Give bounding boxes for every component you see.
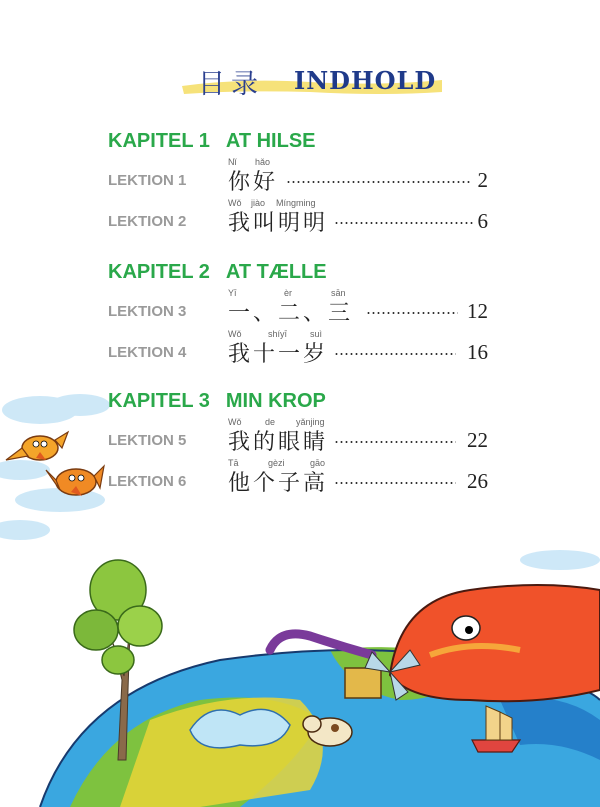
pinyin: jiào [251, 198, 266, 208]
lesson-label: LEKTION 2 [108, 213, 187, 230]
lesson-title-chinese: 一、二、三 [228, 301, 354, 326]
chapter-title: AT HILSE [225, 130, 316, 152]
chapter-label: KAPITEL 2 [108, 261, 210, 283]
lesson-label: LEKTION 1 [108, 172, 187, 189]
water-splash-icon [190, 709, 290, 747]
pinyin: Wǒ [228, 417, 242, 427]
chapter-heading [108, 261, 327, 284]
lesson-title-chinese: 我十一岁 [228, 342, 329, 367]
page-number: 12 [467, 299, 488, 323]
bird-icon [6, 432, 68, 460]
toc-entry[interactable] [108, 458, 488, 500]
pinyin: de [265, 417, 276, 427]
pinyin: èr [284, 288, 293, 298]
dot-leader [334, 353, 456, 355]
pinyin: Tā [228, 458, 239, 468]
dot-leader [366, 312, 458, 314]
chapter-label: KAPITEL 3 [108, 390, 210, 412]
toc-entry[interactable] [108, 417, 488, 459]
pinyin: Nǐ [228, 157, 237, 167]
title-chinese: 目录 [198, 69, 264, 100]
pinyin: Míngming [276, 198, 316, 208]
page-number: 6 [477, 209, 488, 233]
pinyin: suì [310, 329, 323, 339]
pinyin: Yī [228, 288, 237, 298]
lesson-label: LEKTION 6 [108, 473, 187, 490]
lesson-label: LEKTION 3 [108, 303, 187, 320]
dot-leader [334, 222, 474, 224]
dot-leader [334, 441, 456, 443]
pinyin: hǎo [255, 157, 271, 167]
pinyin: yǎnjing [296, 417, 325, 427]
pinyin: gèzi [268, 458, 285, 468]
chapter-label: KAPITEL 1 [108, 130, 210, 152]
dot-leader [334, 482, 456, 484]
dot-leader [286, 181, 470, 183]
page-number: 16 [467, 340, 488, 364]
toc-entry[interactable] [108, 198, 488, 240]
chapter-heading [108, 130, 316, 153]
pinyin: shíyī [268, 329, 288, 339]
page-number: 26 [467, 469, 488, 493]
lesson-title-chinese: 他个子高 [228, 471, 329, 496]
pinyin: Wǒ [228, 329, 242, 339]
pinyin: gāo [310, 458, 326, 468]
page-number: 22 [467, 428, 488, 452]
pinyin: sān [331, 288, 346, 298]
lesson-label: LEKTION 4 [108, 344, 187, 361]
page-title [180, 60, 446, 102]
title-danish: INDHOLD [294, 66, 437, 95]
lesson-label: LEKTION 5 [108, 432, 187, 449]
lesson-title-chinese: 我的眼睛 [228, 430, 329, 455]
toc-entry[interactable] [108, 157, 488, 199]
toc-entry[interactable] [108, 288, 488, 330]
lesson-title-chinese: 你好 [228, 170, 279, 195]
chapter-heading [108, 390, 326, 413]
chapter-title: MIN KROP [225, 390, 326, 412]
page-number: 2 [477, 168, 488, 192]
pinyin: Wǒ [228, 198, 242, 208]
chapter-title: AT TÆLLE [225, 261, 327, 283]
lesson-title-chinese: 我叫明明 [228, 211, 329, 236]
toc-entry[interactable] [108, 329, 488, 371]
